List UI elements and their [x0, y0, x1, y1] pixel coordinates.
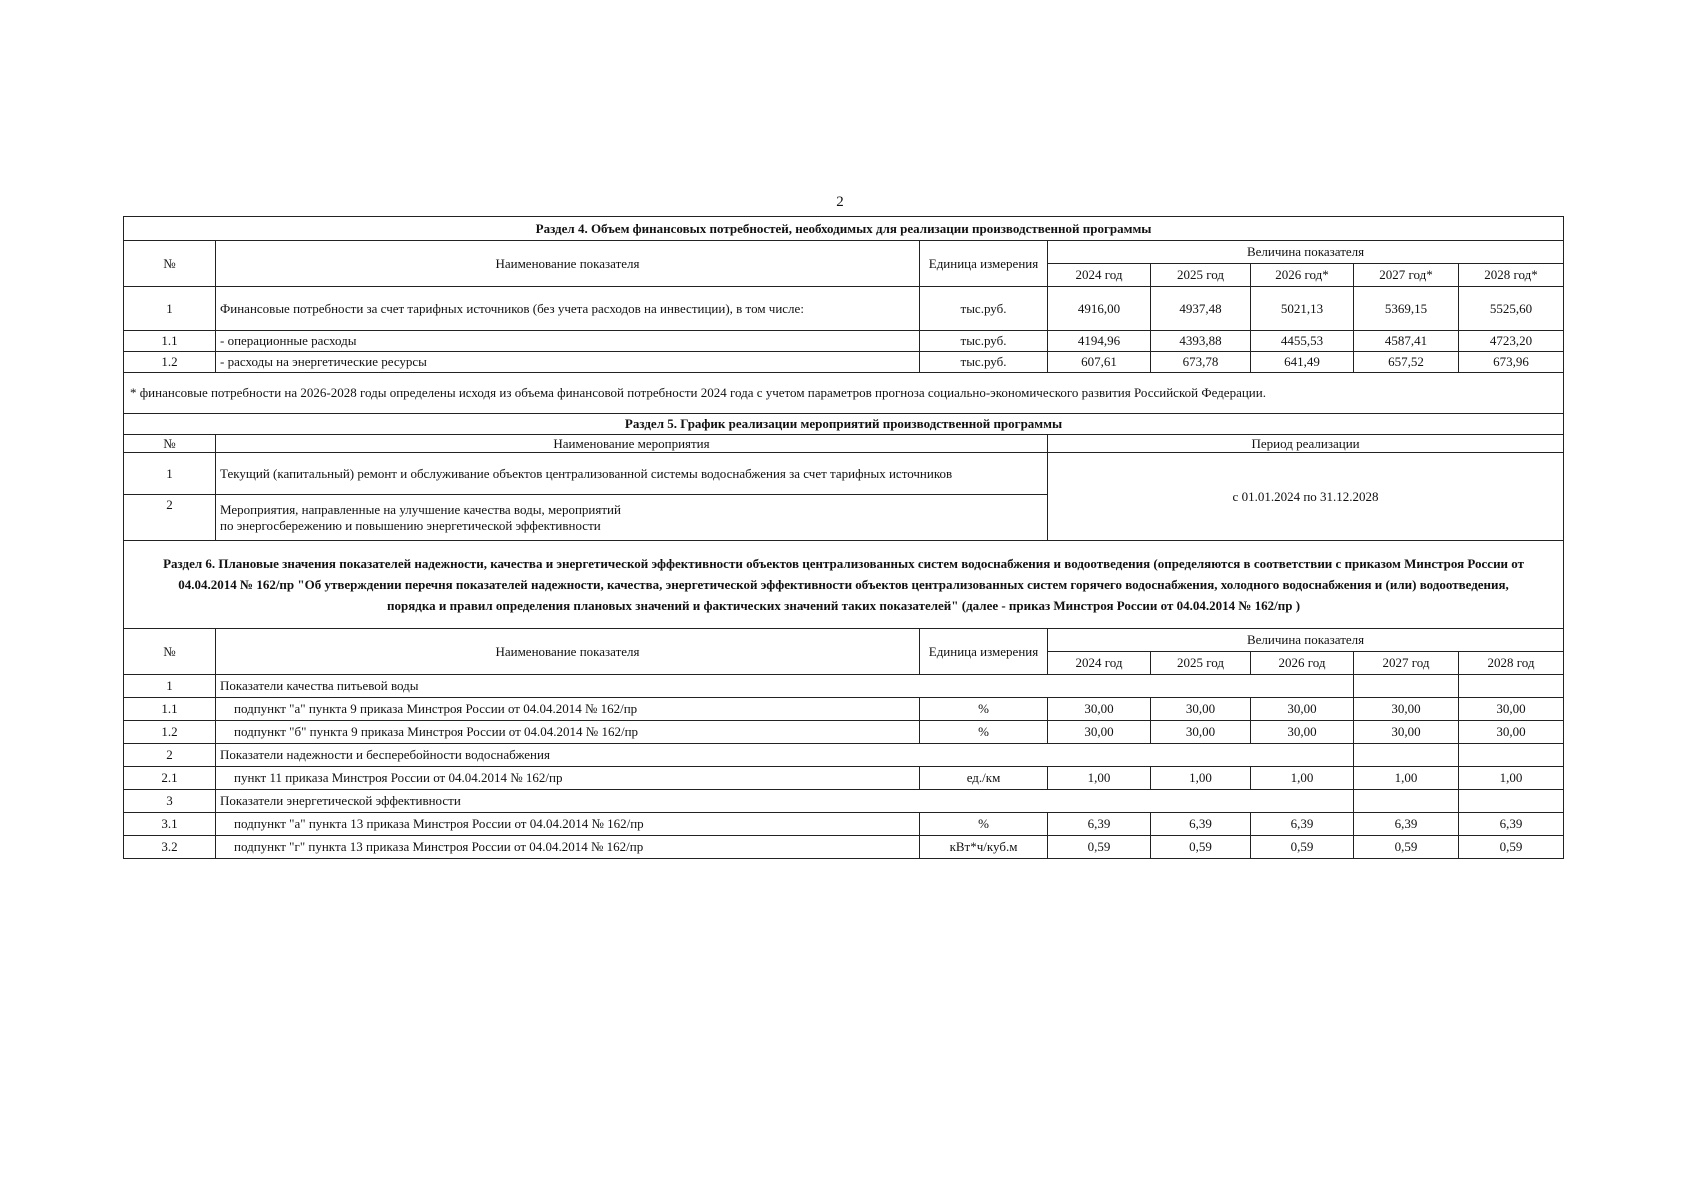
row-value: 30,00	[1048, 698, 1151, 721]
main-table	[123, 216, 1564, 859]
group-row	[124, 790, 1564, 813]
s5-period: с 01.01.2024 по 31.12.2028	[1048, 453, 1564, 541]
row-value: 30,00	[1459, 721, 1564, 744]
row-num: 1.1	[124, 698, 216, 721]
row-value: 4916,00	[1048, 287, 1151, 331]
section4-footnote: * финансовые потребности на 2026-2028 годы определены исходя из объема финансовой потребности 2024 года с учетом параметров прогноза социально-экономического развития Российской Федерации.	[124, 373, 1564, 414]
row-num: 1	[124, 453, 216, 495]
row-value: 4587,41	[1354, 331, 1459, 352]
row-num: 3.2	[124, 836, 216, 859]
group-row	[124, 675, 1564, 698]
group-row	[124, 744, 1564, 767]
row-name: подпункт "б" пункта 9 приказа Минстроя России от 04.04.2014 № 162/пр	[216, 721, 920, 744]
table-row	[124, 721, 1564, 744]
table-row	[124, 698, 1564, 721]
row-value: 5021,13	[1251, 287, 1354, 331]
s5-header-num: №	[124, 435, 216, 453]
s4-year: 2025 год	[1151, 264, 1251, 287]
row-unit: ед./км	[920, 767, 1048, 790]
row-value: 0,59	[1459, 836, 1564, 859]
s4-year: 2027 год*	[1354, 264, 1459, 287]
row-value: 0,59	[1151, 836, 1251, 859]
row-value: 673,78	[1151, 352, 1251, 373]
table-row	[124, 836, 1564, 859]
row-value: 30,00	[1151, 698, 1251, 721]
row-value: 6,39	[1048, 813, 1151, 836]
row-value: 6,39	[1151, 813, 1251, 836]
row-name: пункт 11 приказа Минстроя России от 04.04.2014 № 162/пр	[216, 767, 920, 790]
row-value: 4393,88	[1151, 331, 1251, 352]
s5-header-name: Наименование мероприятия	[216, 435, 1048, 453]
row-value: 30,00	[1251, 698, 1354, 721]
row-num: 2	[124, 495, 216, 541]
s4-header-name: Наименование показателя	[216, 241, 920, 287]
s6-year: 2025 год	[1151, 652, 1251, 675]
table-row	[124, 287, 1564, 331]
row-value: 641,49	[1251, 352, 1354, 373]
row-unit: %	[920, 721, 1048, 744]
row-value: 30,00	[1048, 721, 1151, 744]
row-value: 30,00	[1151, 721, 1251, 744]
s6-year: 2026 год	[1251, 652, 1354, 675]
row-value: 607,61	[1048, 352, 1151, 373]
row-value: 0,59	[1251, 836, 1354, 859]
row-value: 30,00	[1354, 698, 1459, 721]
row-name: Финансовые потребности за счет тарифных источников (без учета расходов на инвестиции), в том числе:	[216, 287, 920, 331]
table-row	[124, 352, 1564, 373]
row-unit: кВт*ч/куб.м	[920, 836, 1048, 859]
s4-header-value: Величина показателя	[1048, 241, 1564, 264]
s5-header-period: Период реализации	[1048, 435, 1564, 453]
s6-year: 2028 год	[1459, 652, 1564, 675]
row-value: 30,00	[1354, 721, 1459, 744]
row-value: 5525,60	[1459, 287, 1564, 331]
row-value: 4937,48	[1151, 287, 1251, 331]
group-num: 2	[124, 744, 216, 767]
row-value: 4723,20	[1459, 331, 1564, 352]
s6-header-num: №	[124, 629, 216, 675]
table-row	[124, 813, 1564, 836]
row-value: 1,00	[1151, 767, 1251, 790]
group-name: Показатели надежности и бесперебойности водоснабжения	[216, 744, 1354, 767]
row-name: Текущий (капитальный) ремонт и обслуживание объектов централизованной системы водоснабжения за счет тарифных источников	[216, 453, 1048, 495]
group-name: Показатели энергетической эффективности	[216, 790, 1354, 813]
page-number: 2	[836, 194, 844, 210]
row-unit: %	[920, 813, 1048, 836]
section4-title: Раздел 4. Объем финансовых потребностей, необходимых для реализации производственной программы	[124, 217, 1564, 241]
row-num: 1.1	[124, 331, 216, 352]
row-value: 6,39	[1251, 813, 1354, 836]
section6-title: Раздел 6. Плановые значения показателей надежности, качества и энергетической эффективности объектов централизованных систем водоснабжения и водоотведения (определяются в соответствии с приказом Минстроя России от 04.04.2014 № 162/пр "Об утверждении перечня показателей надежности, качества, энергетической эффективности объектов централизованных систем горячего водоснабжения, холодного водоснабжения и (или) водоотведения, порядка и правил определения плановых значений и фактических значений таких показателей" (далее - приказ Минстроя России от 04.04.2014 № 162/пр )	[124, 541, 1564, 629]
row-value: 1,00	[1459, 767, 1564, 790]
s6-header-value: Величина показателя	[1048, 629, 1564, 652]
s6-year: 2027 год	[1354, 652, 1459, 675]
row-value: 4194,96	[1048, 331, 1151, 352]
row-value: 5369,15	[1354, 287, 1459, 331]
s4-year: 2026 год*	[1251, 264, 1354, 287]
row-value: 1,00	[1048, 767, 1151, 790]
row-name-line: по энергосбережению и повышению энергетической эффективности	[220, 517, 601, 533]
row-value: 673,96	[1459, 352, 1564, 373]
row-value: 0,59	[1354, 836, 1459, 859]
row-num: 1	[124, 287, 216, 331]
s4-year: 2024 год	[1048, 264, 1151, 287]
row-value: 6,39	[1459, 813, 1564, 836]
s6-year: 2024 год	[1048, 652, 1151, 675]
row-name: подпункт "г" пункта 13 приказа Минстроя России от 04.04.2014 № 162/пр	[216, 836, 920, 859]
s4-header-num: №	[124, 241, 216, 287]
group-num: 1	[124, 675, 216, 698]
row-name	[216, 495, 1048, 541]
row-num: 1.2	[124, 352, 216, 373]
row-num: 1.2	[124, 721, 216, 744]
group-num: 3	[124, 790, 216, 813]
row-num: 3.1	[124, 813, 216, 836]
document-body	[123, 216, 1563, 859]
row-value: 30,00	[1459, 698, 1564, 721]
row-unit: тыс.руб.	[920, 331, 1048, 352]
row-value: 1,00	[1251, 767, 1354, 790]
row-value: 4455,53	[1251, 331, 1354, 352]
group-name: Показатели качества питьевой воды	[216, 675, 1354, 698]
row-unit: %	[920, 698, 1048, 721]
s4-year: 2028 год*	[1459, 264, 1564, 287]
table-row	[124, 331, 1564, 352]
row-value: 657,52	[1354, 352, 1459, 373]
row-name: - операционные расходы	[216, 331, 920, 352]
table-row	[124, 453, 1564, 495]
row-name: подпункт "а" пункта 9 приказа Минстроя России от 04.04.2014 № 162/пр	[216, 698, 920, 721]
row-value: 6,39	[1354, 813, 1459, 836]
row-value: 0,59	[1048, 836, 1151, 859]
row-num: 2.1	[124, 767, 216, 790]
section5-title: Раздел 5. График реализации мероприятий производственной программы	[124, 414, 1564, 435]
row-value: 1,00	[1354, 767, 1459, 790]
row-name: - расходы на энергетические ресурсы	[216, 352, 920, 373]
row-unit: тыс.руб.	[920, 352, 1048, 373]
s6-header-name: Наименование показателя	[216, 629, 920, 675]
row-unit: тыс.руб.	[920, 287, 1048, 331]
table-row	[124, 767, 1564, 790]
row-name: подпункт "а" пункта 13 приказа Минстроя России от 04.04.2014 № 162/пр	[216, 813, 920, 836]
row-value: 30,00	[1251, 721, 1354, 744]
s6-header-unit: Единица измерения	[920, 629, 1048, 675]
row-name-line: Мероприятия, направленные на улучшение качества воды, мероприятий	[220, 501, 621, 517]
s4-header-unit: Единица измерения	[920, 241, 1048, 287]
